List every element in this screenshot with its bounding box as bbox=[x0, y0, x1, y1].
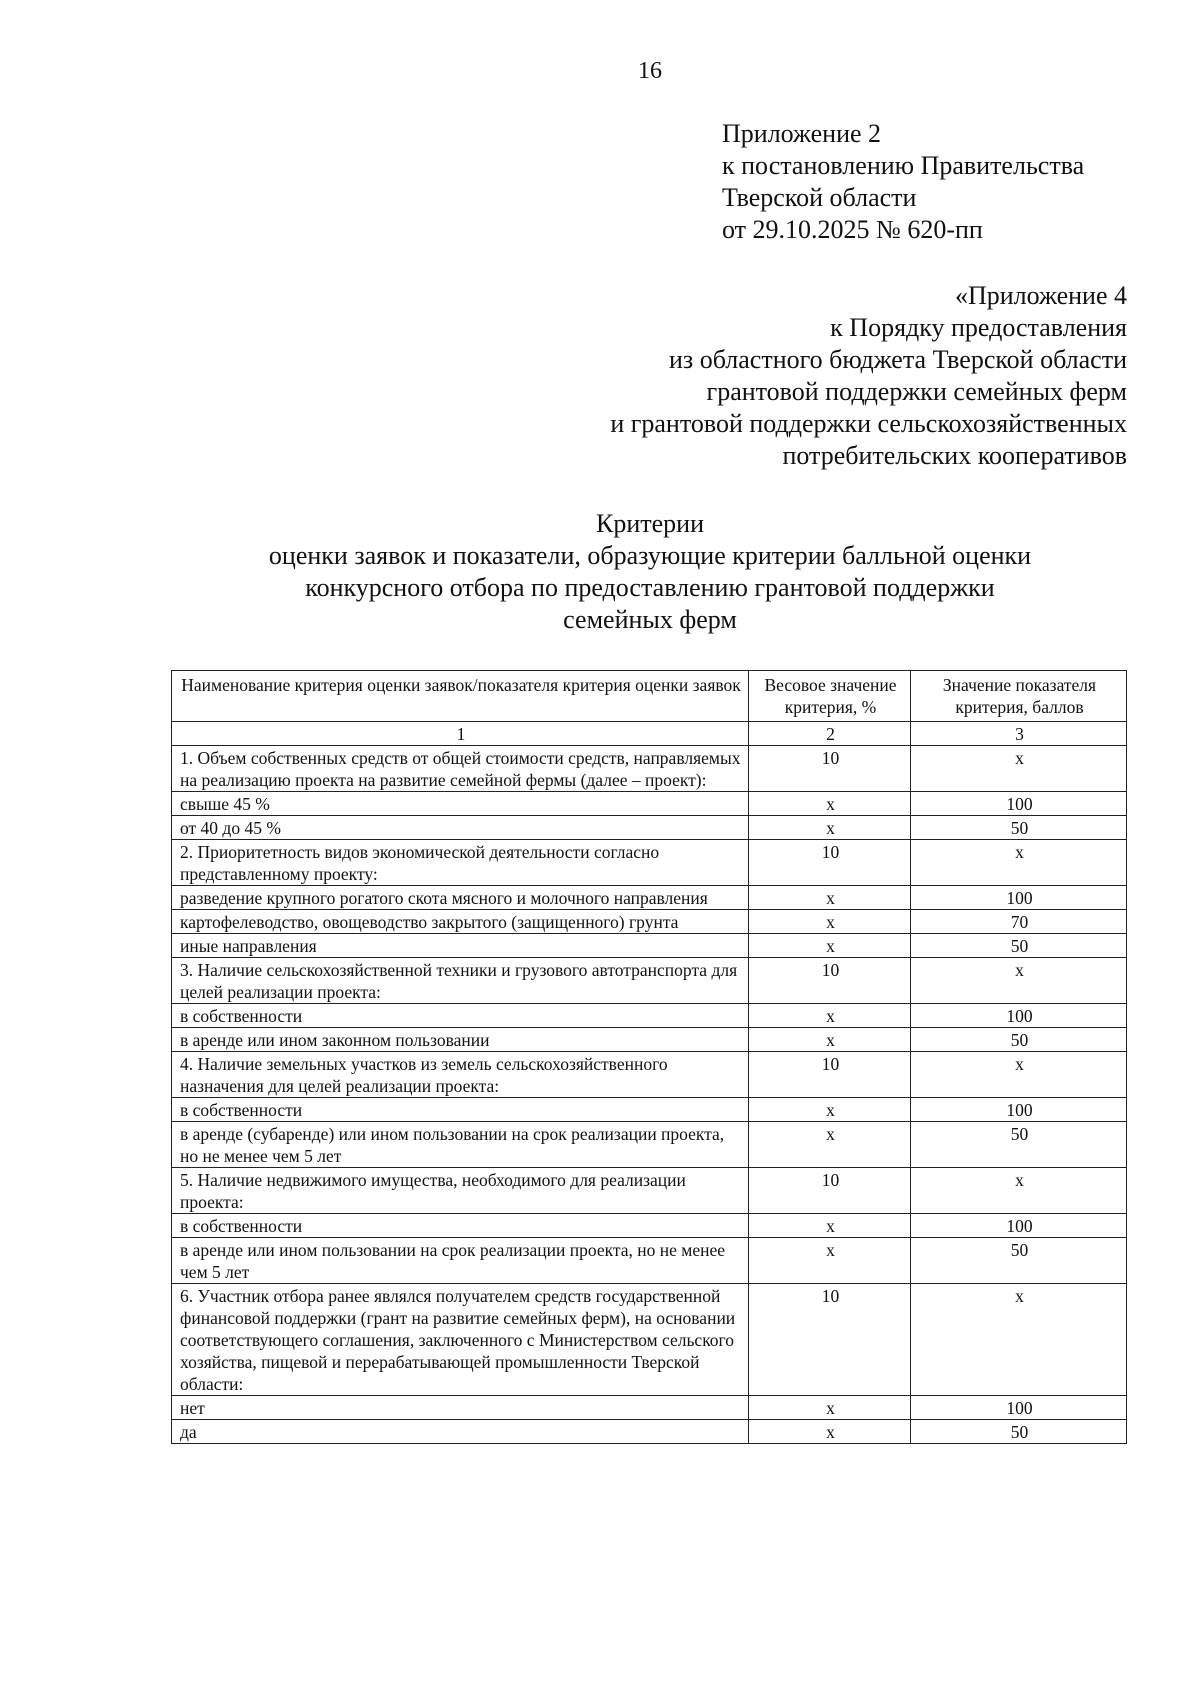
weight-cell: x bbox=[749, 886, 911, 910]
value-cell: 100 bbox=[911, 886, 1127, 910]
table-row bbox=[172, 1284, 1127, 1396]
value-cell: 100 bbox=[911, 1004, 1127, 1028]
table-row bbox=[172, 1420, 1127, 1444]
appendix2-line: Приложение 2 bbox=[722, 119, 882, 148]
header-criterion-name: Наименование критерия оценки заявок/показателя критерия оценки заявок bbox=[172, 671, 749, 722]
appendix4-line: потребительских кооперативов bbox=[782, 441, 1127, 470]
column-number: 2 bbox=[749, 722, 911, 746]
appendix4-line: к Порядку предоставления bbox=[830, 313, 1127, 342]
table-row bbox=[172, 958, 1127, 1004]
table-row bbox=[172, 934, 1127, 958]
criterion-name-cell: 4. Наличие земельных участков из земель сельскохозяйственного назначения для целей реализации проекта: bbox=[172, 1052, 749, 1098]
header-weight: Весовое значение критерия, % bbox=[749, 671, 911, 722]
weight-cell: x bbox=[749, 1420, 911, 1444]
value-cell: x bbox=[911, 746, 1127, 792]
criterion-name-cell: картофелеводство, овощеводство закрытого (защищенного) грунта bbox=[172, 910, 749, 934]
criterion-name-cell: разведение крупного рогатого скота мясного и молочного направления bbox=[172, 886, 749, 910]
title-line: семейных ферм bbox=[563, 605, 737, 634]
weight-cell: x bbox=[749, 792, 911, 816]
criterion-name-cell: в аренде или ином законном пользовании bbox=[172, 1028, 749, 1052]
weight-cell: x bbox=[749, 934, 911, 958]
criterion-name-cell: нет bbox=[172, 1396, 749, 1420]
title-line: Критерии bbox=[596, 509, 704, 538]
criterion-name-cell: в аренде (субаренде) или ином пользовании на срок реализации проекта, но не менее чем 5 лет bbox=[172, 1122, 749, 1168]
weight-cell: x bbox=[749, 1396, 911, 1420]
document-title bbox=[0, 508, 1200, 636]
value-cell: 100 bbox=[911, 1098, 1127, 1122]
criteria-table bbox=[171, 670, 1127, 1444]
table-header-row bbox=[172, 671, 1127, 722]
criterion-name-cell: 3. Наличие сельскохозяйственной техники и грузового автотранспорта для целей реализации проекта: bbox=[172, 958, 749, 1004]
criterion-name-cell: от 40 до 45 % bbox=[172, 816, 749, 840]
value-cell: x bbox=[911, 840, 1127, 886]
weight-cell: x bbox=[749, 1028, 911, 1052]
appendix2-block bbox=[722, 118, 1084, 246]
table-row bbox=[172, 1396, 1127, 1420]
weight-cell: 10 bbox=[749, 746, 911, 792]
criterion-name-cell: в собственности bbox=[172, 1214, 749, 1238]
table-row bbox=[172, 886, 1127, 910]
criterion-name-cell: свыше 45 % bbox=[172, 792, 749, 816]
appendix2-line: к постановлению Правительства bbox=[722, 151, 1085, 180]
table-row bbox=[172, 1052, 1127, 1098]
title-line: конкурсного отбора по предоставлению грантовой поддержки bbox=[305, 573, 995, 602]
table-row bbox=[172, 1238, 1127, 1284]
weight-cell: x bbox=[749, 910, 911, 934]
weight-cell: x bbox=[749, 1098, 911, 1122]
value-cell: 70 bbox=[911, 910, 1127, 934]
value-cell: 50 bbox=[911, 1028, 1127, 1052]
weight-cell: x bbox=[749, 1004, 911, 1028]
criterion-name-cell: 1. Объем собственных средств от общей стоимости средств, направляемых на реализацию проекта на развитие семейной фермы (далее – проект): bbox=[172, 746, 749, 792]
column-number: 1 bbox=[172, 722, 749, 746]
value-cell: 100 bbox=[911, 1214, 1127, 1238]
appendix4-line: «Приложение 4 bbox=[954, 281, 1127, 310]
weight-cell: x bbox=[749, 1238, 911, 1284]
weight-cell: 10 bbox=[749, 840, 911, 886]
weight-cell: 10 bbox=[749, 1168, 911, 1214]
criterion-name-cell: в аренде или ином пользовании на срок реализации проекта, но не менее чем 5 лет bbox=[172, 1238, 749, 1284]
appendix4-block bbox=[610, 280, 1127, 472]
value-cell: 50 bbox=[911, 1238, 1127, 1284]
criterion-name-cell: 2. Приоритетность видов экономической деятельности согласно представленному проекту: bbox=[172, 840, 749, 886]
criterion-name-cell: да bbox=[172, 1420, 749, 1444]
page-number: 16 bbox=[638, 58, 662, 84]
criterion-name-cell: в собственности bbox=[172, 1098, 749, 1122]
table-body bbox=[172, 746, 1127, 1444]
table-row bbox=[172, 1122, 1127, 1168]
value-cell: 50 bbox=[911, 816, 1127, 840]
value-cell: 100 bbox=[911, 792, 1127, 816]
criterion-name-cell: иные направления bbox=[172, 934, 749, 958]
column-number-row bbox=[172, 722, 1127, 746]
table-row bbox=[172, 746, 1127, 792]
value-cell: 50 bbox=[911, 1122, 1127, 1168]
appendix4-line: грантовой поддержки семейных ферм bbox=[706, 377, 1127, 406]
appendix4-line: и грантовой поддержки сельскохозяйственных bbox=[610, 409, 1127, 438]
weight-cell: x bbox=[749, 1122, 911, 1168]
weight-cell: 10 bbox=[749, 1284, 911, 1396]
weight-cell: 10 bbox=[749, 958, 911, 1004]
appendix2-line: от 29.10.2025 № 620-пп bbox=[722, 215, 983, 244]
table-row bbox=[172, 840, 1127, 886]
table-row bbox=[172, 1168, 1127, 1214]
appendix2-line: Тверской области bbox=[722, 183, 917, 212]
value-cell: x bbox=[911, 958, 1127, 1004]
criterion-name-cell: 5. Наличие недвижимого имущества, необходимого для реализации проекта: bbox=[172, 1168, 749, 1214]
appendix4-line: из областного бюджета Тверской области bbox=[669, 345, 1127, 374]
criterion-name-cell: 6. Участник отбора ранее являлся получателем средств государственной финансовой поддержки (грант на развитие семейных ферм), на основании соответствующего соглашения, заключенного с Министерством сельского хозяйства, пищевой и перерабатывающей промышленности Тверской области: bbox=[172, 1284, 749, 1396]
value-cell: x bbox=[911, 1284, 1127, 1396]
value-cell: x bbox=[911, 1168, 1127, 1214]
weight-cell: x bbox=[749, 1214, 911, 1238]
table-row bbox=[172, 910, 1127, 934]
header-value: Значение показателя критерия, баллов bbox=[911, 671, 1127, 722]
weight-cell: x bbox=[749, 816, 911, 840]
column-number: 3 bbox=[911, 722, 1127, 746]
value-cell: x bbox=[911, 1052, 1127, 1098]
value-cell: 100 bbox=[911, 1396, 1127, 1420]
table-row bbox=[172, 1028, 1127, 1052]
table-row bbox=[172, 1098, 1127, 1122]
criterion-name-cell: в собственности bbox=[172, 1004, 749, 1028]
table-row bbox=[172, 816, 1127, 840]
table-row bbox=[172, 1214, 1127, 1238]
value-cell: 50 bbox=[911, 1420, 1127, 1444]
value-cell: 50 bbox=[911, 934, 1127, 958]
table-row bbox=[172, 792, 1127, 816]
weight-cell: 10 bbox=[749, 1052, 911, 1098]
title-line: оценки заявок и показатели, образующие критерии балльной оценки bbox=[268, 541, 1032, 570]
table-row bbox=[172, 1004, 1127, 1028]
